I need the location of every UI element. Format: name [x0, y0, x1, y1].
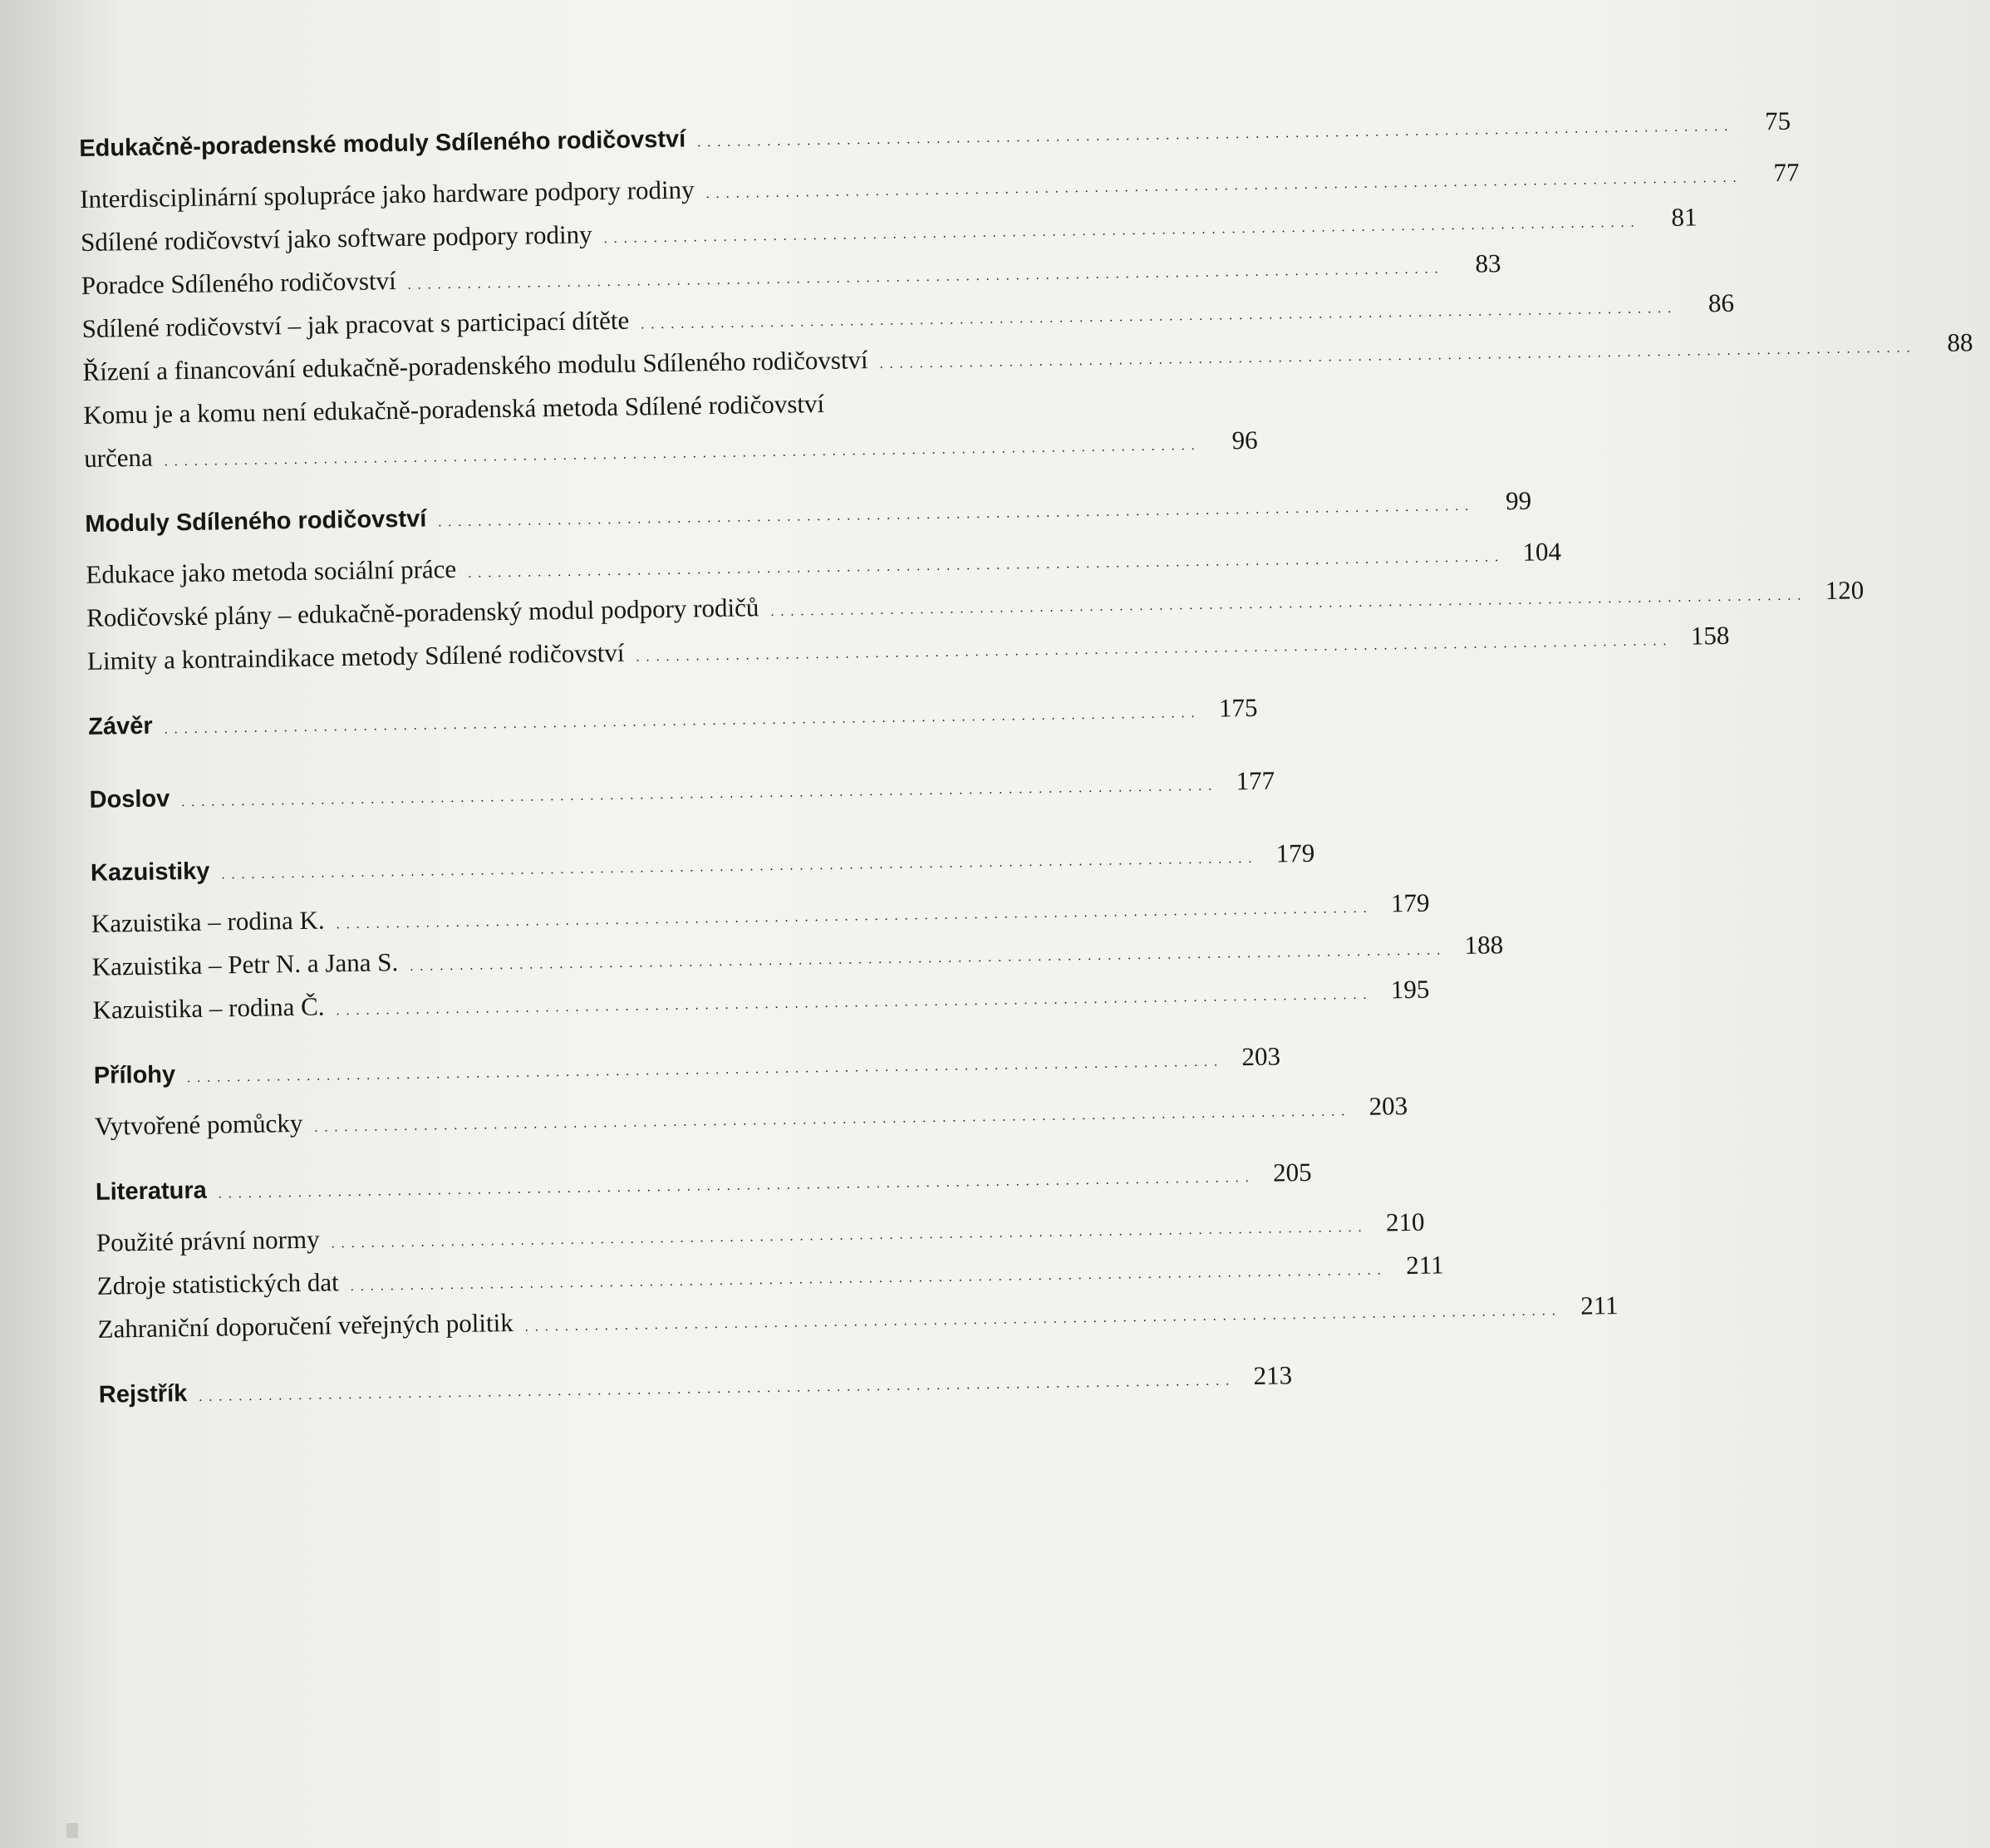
dot-leader: ........................................................................................................: [164, 438, 1201, 469]
dot-leader: ........................................................................................................: [336, 987, 1373, 1019]
toc-entry-page: 77: [1773, 157, 1800, 187]
toc-entry-title: Moduly Sdíleného rodičovství: [85, 505, 427, 538]
toc-entry-title: Edukačně-poradenské moduly Sdíleného rodičovství: [79, 125, 686, 162]
toc-entry-title: Edukace jako metoda sociální práce: [86, 553, 457, 589]
dot-leader: ........................................................................................................: [164, 705, 1201, 737]
toc-entry-title: Kazuistika – rodina K.: [91, 905, 325, 938]
toc-entry-title: Limity a kontraindikace metody Sdílené rodičovství: [86, 637, 625, 676]
toc-entry-title: Zdroje statistických dat: [96, 1267, 340, 1300]
dot-leader: ........................................................................................................: [603, 215, 1641, 247]
dot-leader: ........................................................................................................: [331, 1220, 1368, 1251]
toc-entry-page: 75: [1764, 106, 1791, 136]
toc-entry-title: Rodičovské plány – edukačně-poradenský modul podpory rodičů: [86, 592, 759, 632]
dot-leader: ........................................................................................................: [468, 550, 1506, 581]
dot-leader: ........................................................................................................: [218, 1170, 1255, 1202]
dot-leader: ........................................................................................................: [221, 851, 1259, 882]
toc-entry-page: 86: [1707, 288, 1735, 318]
toc-entry-title: Použité právní normy: [96, 1224, 320, 1257]
dot-leader: ........................................................................................................: [350, 1263, 1388, 1295]
toc-entry-page: 88: [1947, 327, 1973, 357]
table-of-contents: [79, 106, 1973, 1430]
toc-entry-page: 104: [1522, 537, 1562, 567]
dot-leader: ........................................................................................................: [636, 633, 1673, 665]
toc-entry-page: 213: [1253, 1360, 1293, 1390]
dot-leader: ........................................................................................................: [641, 301, 1678, 332]
toc-entry-page: 179: [1275, 838, 1315, 868]
toc-entry-page: 203: [1241, 1041, 1281, 1072]
toc-entry-page: 205: [1272, 1157, 1312, 1187]
toc-entry-page: 175: [1218, 692, 1258, 723]
toc-entry-page: 203: [1368, 1091, 1408, 1121]
toc-entry-page: 99: [1505, 485, 1532, 516]
dot-leader: ........................................................................................................: [314, 1104, 1352, 1135]
toc-entry-title: Přílohy: [93, 1061, 176, 1089]
toc-entry-page: 195: [1390, 974, 1430, 1005]
dot-leader: ........................................................................................................: [181, 779, 1219, 810]
dot-leader: ........................................................................................................: [438, 499, 1476, 530]
toc-entry-page: 96: [1231, 425, 1258, 455]
toc-entry-heading: [89, 765, 1275, 836]
dot-leader: ........................................................................................................: [879, 341, 1917, 371]
toc-entry-title: Vytvořené pomůcky: [94, 1108, 303, 1141]
toc-entry-title: Poradce Sdíleného rodičovství: [81, 266, 396, 300]
toc-entry-heading: [98, 1360, 1293, 1431]
toc-entry-title: Sdílené rodičovství – jak pracovat s participací dítěte: [81, 305, 630, 343]
dot-leader: ........................................................................................................: [697, 119, 1735, 150]
toc-entry-title: Literatura: [95, 1177, 208, 1206]
dot-leader: ........................................................................................................: [199, 1374, 1236, 1404]
toc-entry-page: 210: [1385, 1207, 1425, 1237]
dot-leader: ........................................................................................................: [336, 901, 1373, 932]
page-corner-mark: [66, 1823, 78, 1838]
toc-entry-title: Doslov: [89, 785, 170, 813]
toc-entry-title: Kazuistika – rodina Č.: [92, 991, 325, 1025]
toc-entry-title: Kazuistika – Petr N. a Jana S.: [91, 947, 399, 981]
dot-leader: ........................................................................................................: [407, 262, 1445, 292]
toc-entry-title: určena: [83, 442, 154, 473]
dot-leader: ........................................................................................................: [187, 1054, 1225, 1086]
toc-entry-title: Závěr: [87, 712, 153, 740]
toc-entry-page: 83: [1475, 248, 1501, 278]
toc-entry-page: 177: [1236, 765, 1275, 796]
dot-leader: ........................................................................................................: [705, 170, 1743, 202]
toc-entry-page: 120: [1825, 575, 1865, 606]
toc-entry-title-first-line: Komu je a komu není edukačně-poradenská metoda Sdílené rodičovství: [83, 388, 825, 430]
toc-entry-title: Kazuistiky: [90, 858, 210, 887]
toc-entry-title: Rejstřík: [98, 1380, 188, 1408]
toc-entry-title: Zahraniční doporučení veřejných politik: [97, 1307, 513, 1344]
dot-leader: ........................................................................................................: [410, 943, 1447, 974]
toc-entry-title: Řízení a financování edukačně-poradenského modulu Sdíleného rodičovství: [82, 345, 868, 386]
dot-leader: ........................................................................................................: [524, 1304, 1562, 1334]
toc-entry-page: 81: [1671, 202, 1698, 232]
toc-entry-page: 188: [1464, 930, 1504, 960]
toc-entry-heading: [87, 692, 1258, 763]
toc-entry-title: Sdílené rodičovství jako software podpory rodiny: [80, 219, 592, 257]
dot-leader: ........................................................................................................: [770, 588, 1808, 619]
toc-entry-page: 211: [1405, 1250, 1444, 1280]
toc-entry-page: 158: [1690, 620, 1730, 651]
toc-entry-title: Interdisciplinární spolupráce jako hardware podpory rodiny: [79, 174, 695, 214]
toc-entry-page: 179: [1390, 887, 1430, 918]
toc-entry-page: 211: [1580, 1290, 1619, 1320]
